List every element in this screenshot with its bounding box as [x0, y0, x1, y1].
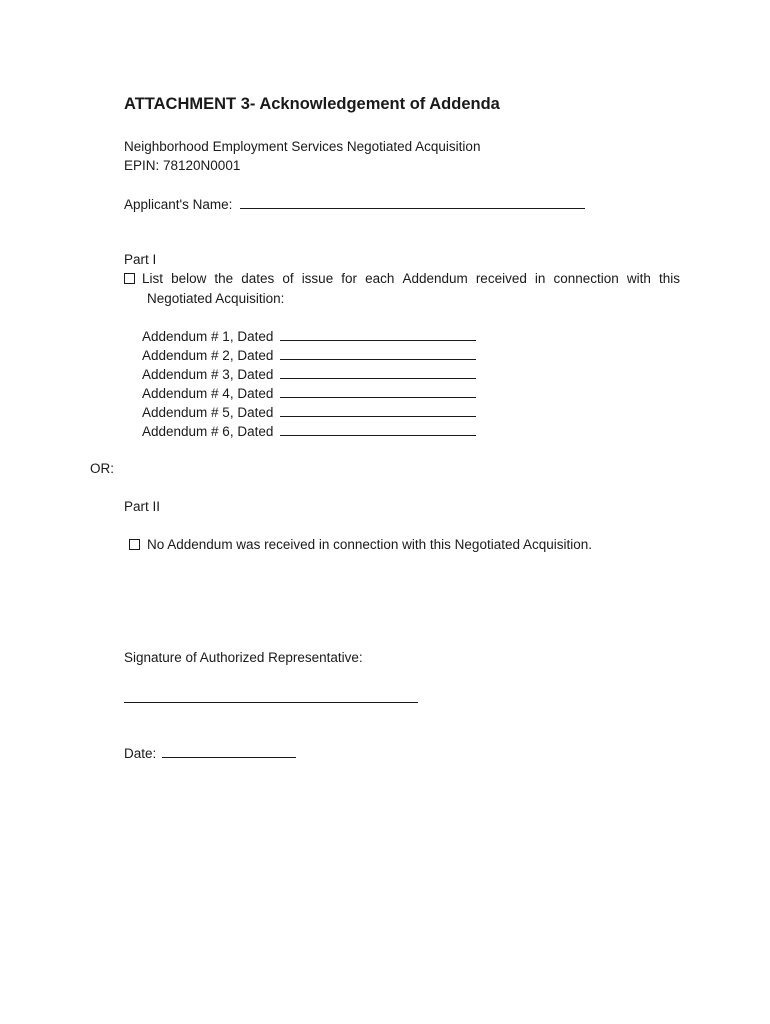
applicant-name-field[interactable] — [240, 196, 585, 209]
addendum-row — [142, 404, 476, 420]
date-field[interactable] — [162, 745, 296, 758]
date-row — [124, 745, 296, 761]
addendum-row — [142, 423, 476, 439]
part1-instruction-line1 — [124, 271, 680, 286]
instruction-word: with — [626, 271, 651, 286]
or-label: OR: — [90, 461, 115, 476]
addendum-row — [142, 385, 476, 401]
part2-checkbox[interactable] — [129, 539, 140, 550]
instruction-word: connection — [553, 271, 619, 286]
document-title: ATTACHMENT 3- Acknowledgement of Addenda — [124, 95, 500, 113]
addendum-date-field[interactable] — [280, 404, 476, 417]
instruction-word: Addendum — [402, 271, 468, 286]
addendum-label: Addendum # 3, Dated — [142, 367, 274, 382]
addendum-row — [142, 366, 476, 382]
instruction-word: List — [142, 271, 164, 286]
instruction-word: dates — [241, 271, 275, 286]
instruction-word: this — [658, 271, 680, 286]
part1-checkbox[interactable] — [124, 273, 135, 284]
addendum-label: Addendum # 4, Dated — [142, 386, 274, 401]
addendum-date-field[interactable] — [280, 328, 476, 341]
instruction-word: received — [475, 271, 527, 286]
addendum-label: Addendum # 6, Dated — [142, 424, 274, 439]
addendum-date-field[interactable] — [280, 366, 476, 379]
addendum-row — [142, 328, 476, 344]
project-name: Neighborhood Employment Services Negotiated Acquisition — [124, 139, 481, 154]
part2-heading: Part II — [124, 499, 161, 514]
date-label: Date: — [124, 746, 157, 761]
part1-heading: Part I — [124, 252, 157, 267]
addendum-row — [142, 347, 476, 363]
instruction-word: in — [534, 271, 546, 286]
applicant-name-row — [124, 196, 585, 212]
instruction-word: each — [365, 271, 395, 286]
instruction-word: of — [282, 271, 294, 286]
instruction-word: for — [341, 271, 358, 286]
part2-statement: No Addendum was received in connection with this Negotiated Acquisition. — [147, 537, 593, 552]
addendum-label: Addendum # 5, Dated — [142, 405, 274, 420]
signature-label: Signature of Authorized Representative: — [124, 650, 363, 665]
applicant-name-label: Applicant's Name: — [124, 197, 233, 212]
part1-instruction-line2: Negotiated Acquisition: — [147, 291, 285, 306]
instruction-word: the — [214, 271, 234, 286]
addendum-label: Addendum # 2, Dated — [142, 348, 274, 363]
part2-statement-row — [129, 537, 592, 552]
signature-line[interactable] — [124, 702, 418, 703]
instruction-word: issue — [301, 271, 334, 286]
addendum-label: Addendum # 1, Dated — [142, 329, 274, 344]
instruction-word: below — [171, 271, 207, 286]
epin-number: EPIN: 78120N0001 — [124, 158, 241, 173]
addendum-date-field[interactable] — [280, 385, 476, 398]
addendum-date-field[interactable] — [280, 423, 476, 436]
addendum-date-field[interactable] — [280, 347, 476, 360]
